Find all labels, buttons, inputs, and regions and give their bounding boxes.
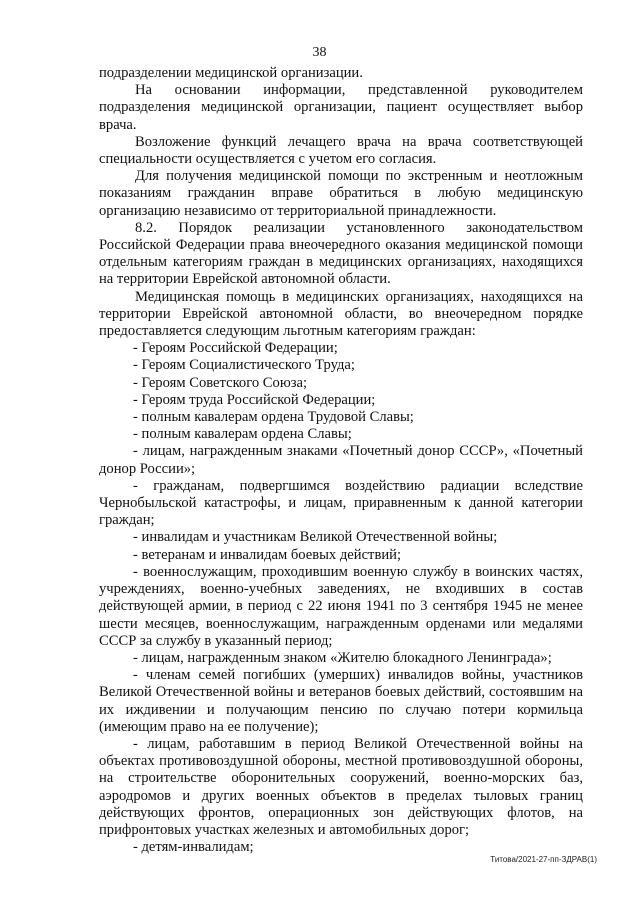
paragraph: Для получения медицинской помощи по экстренным и неотложным показаниям гражданин вправе обратиться в любую медицинскую организацию независимо от территориальной принадлежности. [99,168,583,219]
document-body [99,65,583,856]
list-item: - детям-инвалидам; [133,839,254,856]
list-item: - Героям Социалистического Труда; [133,357,355,374]
list-item: - Героям труда Российской Федерации; [133,391,376,408]
list-item: - лицам, награжденным знаком «Жителю блокадного Ленинграда»; [133,649,552,666]
page-number: 38 [312,45,327,60]
list-item: - гражданам, подвергшимся воздействию радиации вследствие Чернобыльской катастрофы, и лицам, приравненным к данной категории граждан; [99,477,583,529]
list-item: - лицам, работавшим в период Великой Отечественной войны на объектах противовоздушной обороны, местной противовоздушной обороны, на строительстве оборонительных сооружений, военно-морских баз, аэродромов и других военных объектов в пределах тыловых границ действующих фронтов, операционных зон действующих флотов, на прифронтовых участках железных и автомобильных дорог; [99,735,583,838]
section-heading-paragraph: 8.2. Порядок реализации установленного законодательством Российской Федерации права внеочередного оказания медицинской помощи отдельным категориям граждан в медицинских организациях, находящихся на территории Еврейской автономной области. [99,219,583,288]
list-item: - военнослужащим, проходившим военную службу в воинских частях, учреждениях, военно-учебных заведениях, не входивших в состав действующей армии, в период с 22 июня 1941 по 3 сентября 1945 не менее шести месяцев, военнослужащим, награжденным орденами или медалями СССР за службу в указанный период; [99,563,583,649]
list-item: - ветеранам и инвалидам боевых действий; [133,546,402,563]
paragraph: подразделении медицинской организации. [99,65,363,81]
list-item: - полным кавалерам ордена Трудовой Славы; [133,409,414,426]
list-item: - членам семей погибших (умерших) инвалидов войны, участников Великой Отечественной войны и ветеранов боевых действий, состоявшим на их иждивении и получающим пенсию по случаю потери кормильца (имеющим право на ее получение); [99,667,583,735]
list-item: - Героям Российской Федерации; [133,340,338,357]
list-item: - Героям Советского Союза; [133,374,308,391]
paragraph: На основании информации, представленной руководителем подразделения медицинской организации, пациент осуществляет выбор врача. [99,82,583,133]
paragraph: Медицинская помощь в медицинских организациях, находящихся на территории Еврейской автономной области, во внеочередном порядке предоставляется следующим льготным категориям граждан: [99,288,583,340]
list-item: - лицам, награжденным знаками «Почетный донор СССР», «Почетный донор России»; [99,443,583,477]
list-item: - инвалидам и участникам Великой Отечественной войны; [133,529,498,546]
footer-document-code: Титова/2021-27-пп-ЗДРАВ(1) [490,855,597,864]
list-item: - полным кавалерам ордена Славы; [133,426,352,443]
paragraph: Возложение функций лечащего врача на врача соответствующей специальности осуществляется с учетом его согласия. [99,133,583,168]
